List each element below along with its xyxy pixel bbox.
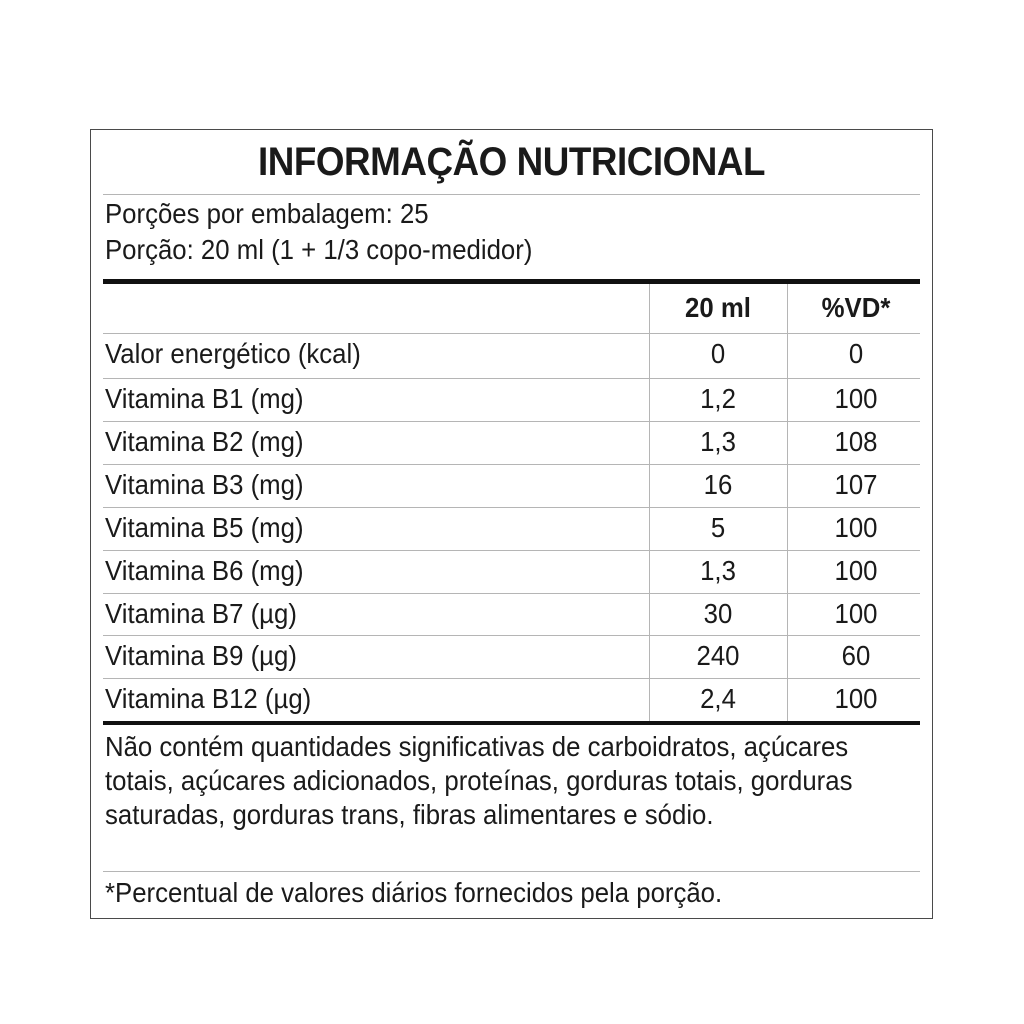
nutrient-daily-value: 100 bbox=[834, 383, 878, 414]
table-row bbox=[103, 422, 920, 465]
daily-value-footnote: *Percentual de valores diários fornecidos pela porção. bbox=[105, 877, 723, 908]
panel-title: INFORMAÇÃO NUTRICIONAL bbox=[257, 140, 766, 184]
nutrient-daily-value: 100 bbox=[834, 598, 878, 629]
nutrient-name: Vitamina B2 (mg) bbox=[105, 426, 304, 457]
table-header-row bbox=[103, 284, 920, 334]
nutrient-name: Vitamina B7 (µg) bbox=[105, 598, 297, 629]
divider bbox=[103, 871, 920, 872]
nutrient-daily-value: 0 bbox=[848, 338, 864, 369]
nutrient-amount: 1,3 bbox=[700, 555, 736, 586]
nutrient-daily-value: 108 bbox=[834, 426, 878, 457]
table-row bbox=[103, 679, 920, 722]
nutrient-amount: 0 bbox=[710, 338, 726, 369]
nutrient-name: Valor energético (kcal) bbox=[105, 338, 361, 369]
table-row bbox=[103, 508, 920, 551]
nutrient-amount: 5 bbox=[710, 512, 726, 543]
not-significant-note: Não contém quantidades significativas de carboidratos, açúcares totais, açúcares adicionados, proteínas, gorduras totais, gorduras saturadas, gorduras trans, fibras alimentares e sódio. bbox=[105, 731, 853, 830]
table-row bbox=[103, 379, 920, 422]
nutrient-daily-value: 60 bbox=[841, 640, 871, 671]
table-row bbox=[103, 334, 920, 379]
table-row bbox=[103, 594, 920, 636]
nutrient-amount: 2,4 bbox=[700, 683, 736, 714]
table-row bbox=[103, 551, 920, 594]
nutrient-amount: 1,3 bbox=[700, 426, 736, 457]
nutrient-daily-value: 107 bbox=[834, 469, 878, 500]
nutrient-name: Vitamina B3 (mg) bbox=[105, 469, 304, 500]
divider bbox=[103, 194, 920, 195]
header-amount: 20 ml bbox=[685, 292, 751, 323]
nutrient-name: Vitamina B9 (µg) bbox=[105, 640, 297, 671]
table-row bbox=[103, 465, 920, 508]
nutrient-amount: 30 bbox=[703, 598, 733, 629]
nutrient-daily-value: 100 bbox=[834, 555, 878, 586]
table-row bbox=[103, 636, 920, 679]
nutrient-daily-value: 100 bbox=[834, 512, 878, 543]
nutrient-name: Vitamina B5 (mg) bbox=[105, 512, 304, 543]
nutrient-daily-value: 100 bbox=[834, 683, 878, 714]
nutrition-facts-panel bbox=[90, 129, 933, 919]
nutrient-name: Vitamina B6 (mg) bbox=[105, 555, 304, 586]
thick-divider bbox=[103, 721, 920, 725]
nutrient-amount: 1,2 bbox=[700, 383, 736, 414]
nutrient-amount: 240 bbox=[696, 640, 740, 671]
servings-per-package: Porções por embalagem: 25 bbox=[105, 198, 429, 229]
header-daily-value: %VD* bbox=[821, 292, 891, 323]
portion-size: Porção: 20 ml (1 + 1/3 copo-medidor) bbox=[105, 234, 533, 265]
nutrient-amount: 16 bbox=[703, 469, 733, 500]
nutrient-name: Vitamina B12 (µg) bbox=[105, 683, 312, 714]
nutrient-name: Vitamina B1 (mg) bbox=[105, 383, 304, 414]
